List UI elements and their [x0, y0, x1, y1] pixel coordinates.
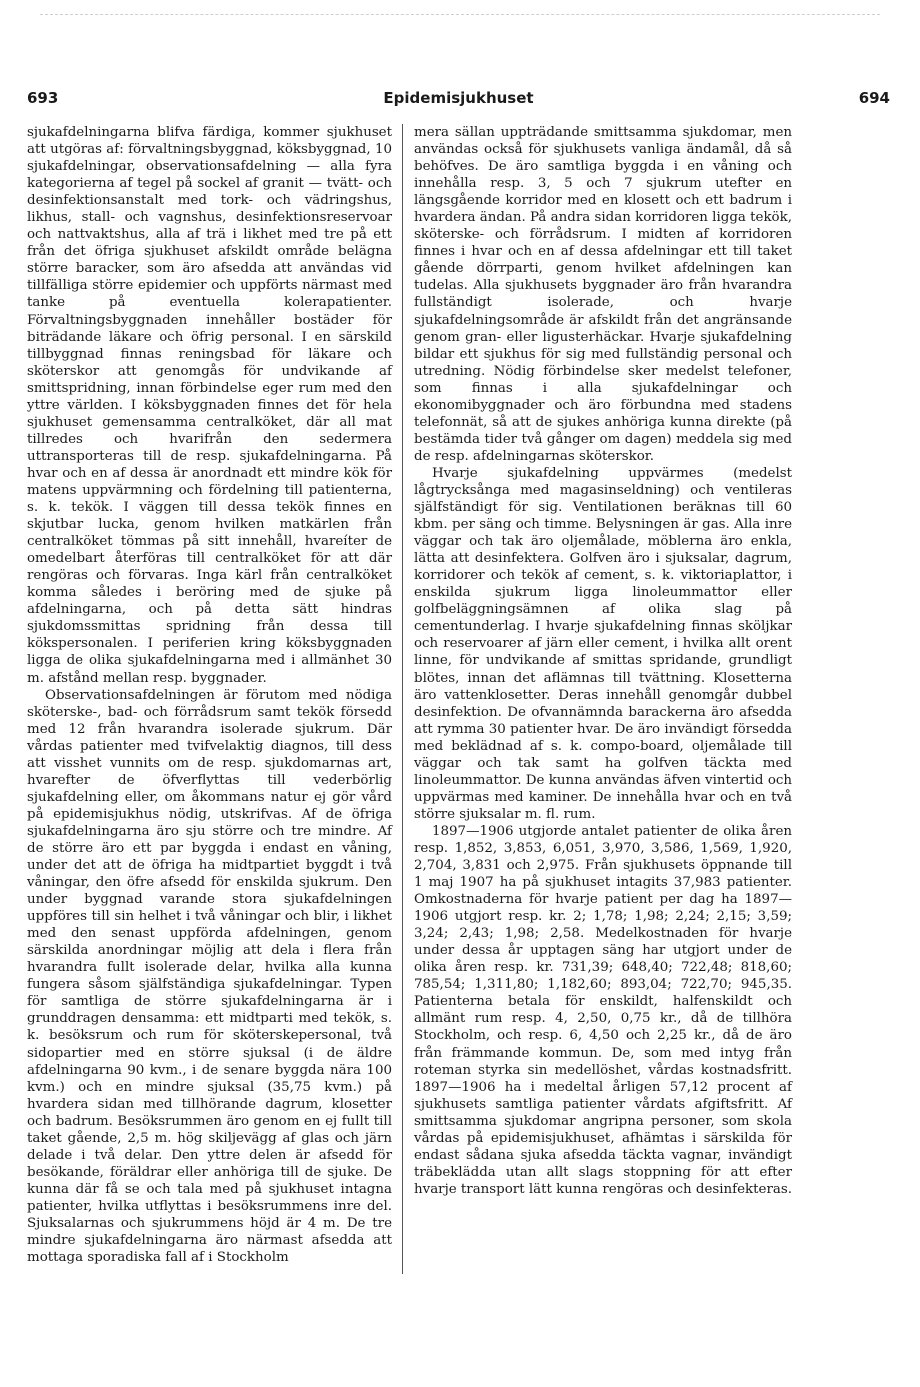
left-paragraph-1: sjukafdelningarna blifva färdiga, kommer sjukhuset att utgöras af: förvaltningsbyggnad, köksbyggnad, 10 sjukafdelningar, observationsafdelning — alla fyra kategorierna af tegel på sockel af granit — tvätt- och desinfektionsanstalt med tork- och vädringshus, likhus, stall- och vagnshus, desinfektionsreservoar och nattvaktshus, alla af trä i likhet med tre på ett från det öfriga sjukhuset afskildt område belägna större baracker, som äro afsedda att användas vid tillfälliga större epidemier och uppförts närmast med tanke på eventuella kolerapatienter. Förvaltningsbyggnaden innehåller bostäder för biträdande läkare och öfrig personal. I en särskild tillbyggnad finnas reningsbad för läkare och sköterskor att genomgås för undvikande af smittspridning, innan förbindelse eger rum med den yttre världen. I köksbyggnaden finnes det för hela sjukhuset gemensamma centralköket, där all mat tillredes och hvarifrån den sedermera uttransporteras till de resp. sjukafdelningarna. På hvar och en af dessa är anordnadt ett mindre kök för matens uppvärmning och fördelning till patienterna, s. k. tekök. I väggen till dessa tekök finnes en skjutbar lucka, genom hvilken matkärlen från centralköket tömmas på sitt innehåll, hvareíter de omedelbart återföras till centralköket för att där rengöras och förvaras. Inga kärl från centralköket komma således i beröring med de sjuke på afdelningarna, och på detta sätt hindras sjukdomssmittas spridning från dessa till kökspersonalen. I periferien kring köksbyggnaden ligga de olika sjukafdelningarna med i allmänhet 30 m. afstånd mellan resp. byggnader.	[27, 125, 392, 686]
right-column	[414, 124, 792, 1198]
column-divider	[402, 124, 403, 1274]
right-paragraph-2: Hvarje sjukafdelning uppvärmes (medelst lågtrycksånga med magasinseldning) och ventileras själfständigt för sig. Ventilationen beräknas till 60 kbm. per säng och timme. Belysningen är gas. Alla inre väggar och tak äro oljemålade, möblerna äro enkla, lätta att desinfektera. Golfven äro i sjuksalar, dagrum, korridorer och tekök af cement, s. k. viktoriaplattor, i enskilda sjukrum ligga linoleummattor eller golfbeläggningsämnen af olika slag på cementunderlag. I hvarje sjukafdelning finnas sköljkar och reservoarer af järn eller cement, i hvilka allt orent linne, för undvikande af smittas spridande, grundligt blötes, innan det aflämnas till tvättning. Klosetterna äro vattenklosetter. Deras innehåll genomgår dubbel desinfektion. De ofvannämnda barackerna äro afsedda att rymma 30 patienter hvar. De äro invändigt försedda med beklädnad af s. k. compo-board, oljemålade till väggar och tak samt ha golfven täckta med linoleummattor. De kunna användas äfven vintertid och uppvärmas med kaminer. De innehålla hvar och en två större sjuksalar m. fl. rum.	[414, 465, 792, 822]
left-column	[27, 124, 392, 1266]
left-paragraph-2: Observationsafdelningen är förutom med nödiga sköterske-, bad- och förrådsrum samt tekök försedd med 12 från hvarandra isolerade sjukrum. Där vårdas patienter med tvifvelaktig diagnos, till dess att visshet vunnits om de resp. sjukdomarnas art, hvarefter de öfverflyttas till vederbörlig sjukafdelning eller, om åkommans natur ej gör vård på epidemisjukhus nödig, utskrifvas. Af de öfriga sjukafdelningarna äro sju större och tre mindre. Af de större äro ett par byggda i endast en våning, under det att de öfriga ha midtpartiet byggdt i två våningar, den öfre afsedd för enskilda sjukrum. Den under byggnad varande stora sjukafdelningen uppföres till sin helhet i två våningar och blir, i likhet med den senast uppförda afdelningen, genom särskilda anordningar möjlig att dela i flera från hvarandra fullt isolerade delar, hvilka alla kunna fungera såsom själfständiga sjukafdelningar. Typen för samtliga de större sjukafdelningarna är i grunddragen densamma: ett midtparti med tekök, s. k. besöksrum och rum för sköterskepersonal, två sidopartier med en större sjuksal (i de äldre afdelningarna 90 kvm., i de senare byggda nära 100 kvm.) och en mindre sjuksal (35,75 kvm.) på hvardera sidan med tillhörande dagrum, klosetter och badrum. Besöksrummen äro genom en ej fullt till taket gående, 2,5 m. hög skiljevägg af glas och järn delade i två delar. Den yttre delen är afsedd för besökande, föräldrar eller anhöriga till de sjuke. De kunna där få se och tala med på sjukhuset intagna patienter, hvilka utflyttas i besöksrummens inre del. Sjuksalarnas och sjukrummens höjd är 4 m. De tre mindre sjukafdelningarna äro närmast afsedda att mottaga sporadiska fall af i Stockholm	[27, 687, 392, 1266]
scan-artifact-line	[40, 14, 880, 16]
page-number-left: 693	[27, 89, 59, 107]
running-header	[27, 89, 890, 111]
right-paragraph-1: mera sällan uppträdande smittsamma sjukdomar, men användas också för sjukhusets vanliga ändamål, då så behöfves. De äro samtliga byggda i en våning och innehålla resp. 3, 5 och 7 sjukrum utefter en längsgående korridor med en klosett och ett badrum i hvardera ändan. På andra sidan korridoren ligga tekök, sköterske- och förrådsrum. I midten af korridoren finnes i hvar och en af dessa afdelningar ett till taket gående dörrparti, genom hvilket afdelningen kan tudelas. Alla sjukhusets byggnader äro från hvarandra fullständigt isolerade, och hvarje sjukafdelningsområde är afskildt från det angränsande genom gran- eller ligusterhäckar. Hvarje sjukafdelning bildar ett sjukhus för sig med fullständig personal och utredning. Nödig förbindelse sker medelst telefoner, som finnas i alla sjukafdelningar och ekonomibyggnader och äro förbundna med stadens telefonnät, så att de sjukes anhöriga kunna direkte (på bestämda tider två gånger om dagen) meddela sig med de resp. afdelningarnas sköterskor.	[414, 125, 792, 464]
right-paragraph-3: 1897—1906 utgjorde antalet patienter de olika åren resp. 1,852, 3,853, 6,051, 3,970, 3,586, 1,569, 1,920, 2,704, 3,831 och 2,975. Från sjukhusets öppnande till 1 maj 1907 ha på sjukhuset intagits 37,983 patienter. Omkostnaderna för hvarje patient per dag ha 1897—1906 utgjort resp. kr. 2; 1,78; 1,98; 2,24; 2,15; 3,59; 3,24; 2,43; 1,98; 2,58. Medelkostnaden för hvarje under dessa år upptagen säng har utgjort under de olika åren resp. kr. 731,39; 648,40; 722,48; 818,60; 785,54; 1,311,80; 1,182,60; 893,04; 722,70; 945,35. Patienterna betala för enskildt, halfenskildt och allmänt rum resp. 4, 2,50, 0,75 kr., då de tillhöra Stockholm, och resp. 6, 4,50 och 2,25 kr., då de äro från främmande kommun. De, som med intyg från roteman styrka sin medellöshet, vårdas kostnadsfritt. 1897—1906 ha i medeltal årligen 57,12 procent af sjukhusets samtliga patienter vårdats afgiftsfritt. Af smittsamma sjukdomar angripna personer, som skola vårdas på epidemisjukhuset, afhämtas i särskilda för endast sådana sjuka afsedda täckta vagnar, invändigt träbeklädda utan allt slags stoppning för att efter hvarje transport lätt kunna rengöras och desinfekteras.	[414, 823, 792, 1197]
running-title: Epidemisjukhuset	[383, 89, 534, 107]
page-number-right: 694	[858, 89, 890, 107]
